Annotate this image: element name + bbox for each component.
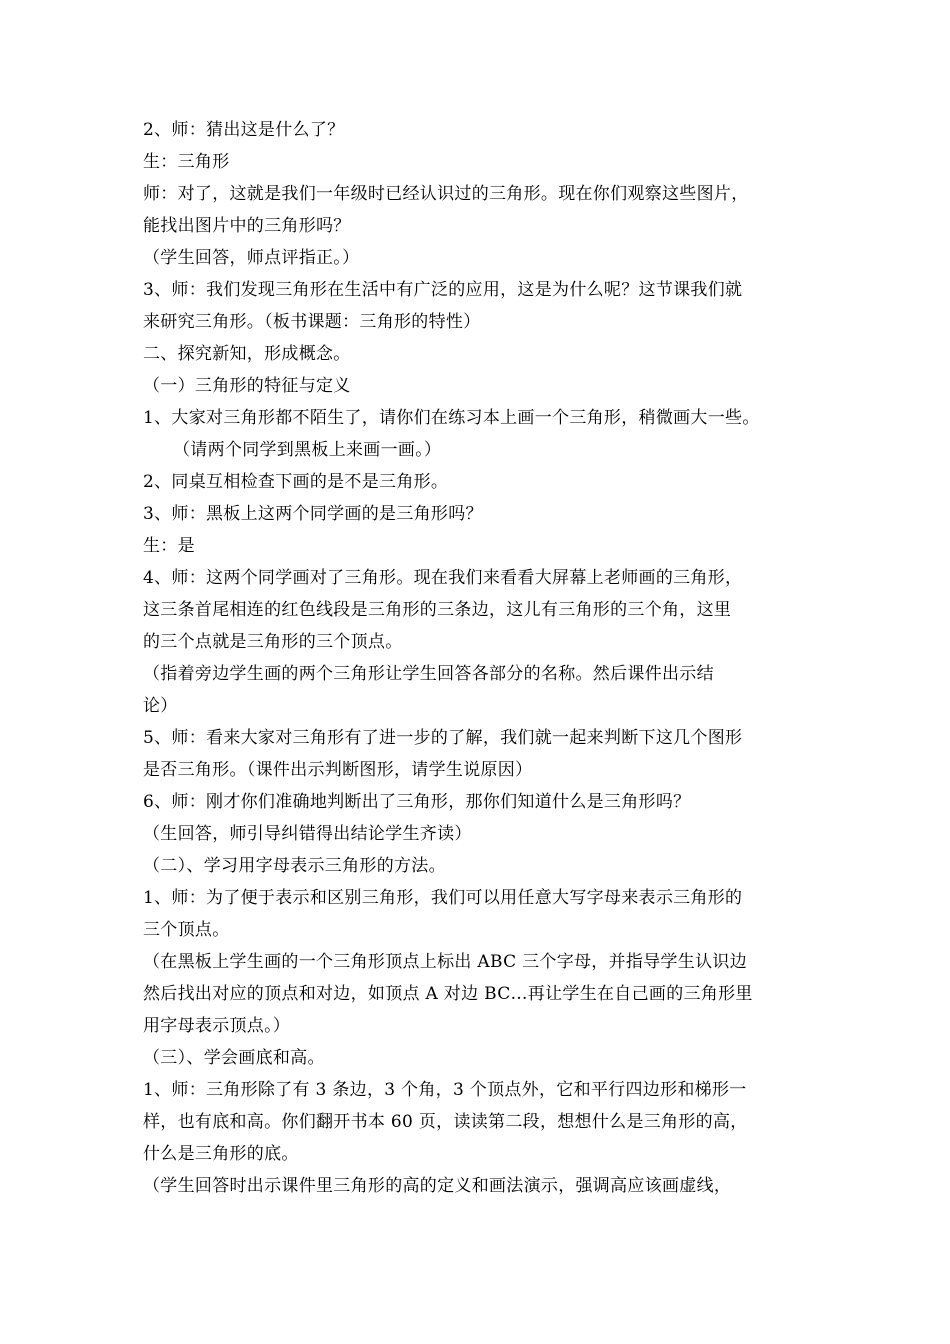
text-line: 1、大家对三角形都不陌生了，请你们在练习本上画一个三角形，稍微画大一些。: [143, 408, 760, 428]
text-line: 师：对了，这就是我们一年级时已经认识过的三角形。现在你们观察这些图片，: [143, 184, 749, 204]
text-line: 能找出图片中的三角形吗？: [143, 216, 351, 236]
section-heading: 二、探究新知，形成概念。: [143, 344, 351, 364]
text-line: 论）: [143, 696, 178, 716]
text-line: 2、师：猜出这是什么了？: [143, 120, 345, 140]
text-line: （指着旁边学生画的两个三角形让学生回答各部分的名称。然后课件出示结: [143, 664, 714, 684]
text-line: 是否三角形。（课件出示判断图形，请学生说原因）: [143, 760, 533, 780]
text-line: 用字母表示顶点。）: [143, 1016, 291, 1036]
text-line: （请两个同学到黑板上来画一画。）: [173, 440, 442, 460]
text-line: 2、同桌互相检查下画的是不是三角形。: [143, 472, 449, 492]
text-line: 三个顶点。: [143, 920, 230, 940]
subsection-heading: （三）、学会画底和高。: [143, 1048, 325, 1068]
text-line: 这三条首尾相连的红色线段是三角形的三条边，这儿有三角形的三个角，这里: [143, 600, 732, 620]
document-body: [143, 114, 823, 1202]
text-line: 3、师：黑板上这两个同学画的是三角形吗？: [143, 504, 483, 524]
text-line: 然后找出对应的顶点和对边，如顶点 A 对边 BC…再让学生在自己画的三角形里: [143, 984, 753, 1004]
subsection-heading: （二）、学习用字母表示三角形的方法。: [143, 856, 446, 876]
text-line: （学生回答时出示课件里三角形的高的定义和画法演示，强调高应该画虚线，: [143, 1176, 732, 1196]
text-line: （在黑板上学生画的一个三角形顶点上标出 ABC 三个字母，并指导学生认识边: [143, 952, 747, 972]
text-line: 6、师：刚才你们准确地判断出了三角形，那你们知道什么是三角形吗？: [143, 792, 691, 812]
text-line: 生：三角形: [143, 152, 230, 172]
text-line: 来研究三角形。（板书课题：三角形的特性）: [143, 312, 481, 332]
text-line: 生：是: [143, 536, 195, 556]
text-line: （生回答，师引导纠错得出结论学生齐读）: [143, 824, 472, 844]
text-line: 1、师：为了便于表示和区别三角形，我们可以用任意大写字母来表示三角形的: [143, 888, 743, 908]
text-line: 什么是三角形的底。: [143, 1144, 299, 1164]
text-line: 3、师：我们发现三角形在生活中有广泛的应用，这是为什么呢？这节课我们就: [143, 280, 743, 300]
subsection-heading: （一）三角形的特征与定义: [143, 376, 351, 396]
text-line: 样，也有底和高。你们翻开书本 60 页，读读第二段，想想什么是三角形的高，: [143, 1112, 748, 1132]
text-line: 5、师：看来大家对三角形有了进一步的了解，我们就一起来判断下这几个图形: [143, 728, 743, 748]
text-line: 的三个点就是三角形的三个顶点。: [143, 632, 403, 652]
text-line: 1、师：三角形除了有 3 条边，3 个角，3 个顶点外，它和平行四边形和梯形一: [143, 1080, 747, 1100]
text-line: （学生回答，师点评指正。）: [143, 248, 360, 268]
text-line: 4、师：这两个同学画对了三角形。现在我们来看看大屏幕上老师画的三角形，: [143, 568, 743, 588]
